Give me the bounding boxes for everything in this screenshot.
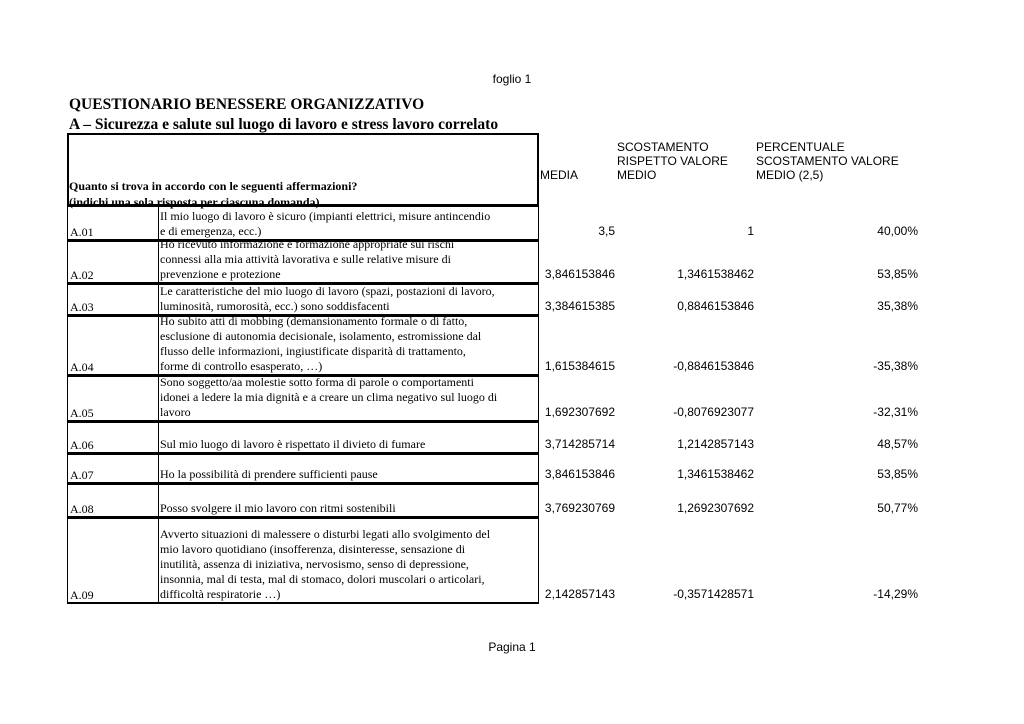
percentuale-value: 50,77% <box>877 501 918 515</box>
table-row <box>67 376 539 422</box>
percentuale-value: 40,00% <box>877 224 918 238</box>
statement-line: Le caratteristiche del mio luogo di lavoro (spazi, postazioni di lavoro, <box>160 284 495 298</box>
percentuale-value: 53,85% <box>877 467 918 481</box>
statement-line: Ho la possibilità di prendere sufficienti pause <box>160 467 378 481</box>
column-header-line: RISPETTO VALORE <box>617 154 728 168</box>
statement-line: prevenzione e protezione <box>160 267 281 281</box>
media-value: 3,769230769 <box>544 501 615 515</box>
row-separator <box>158 485 159 516</box>
row-code: A.08 <box>70 502 94 516</box>
page-footer: Pagina 1 <box>488 640 536 654</box>
percentuale-value: -32,31% <box>873 405 918 419</box>
percentuale-value: 48,57% <box>877 437 918 451</box>
column-header-percentuale <box>756 140 899 182</box>
row-code: A.07 <box>70 468 94 482</box>
table-row <box>67 237 539 284</box>
row-code: A.04 <box>70 360 94 374</box>
page-title: QUESTIONARIO BENESSERE ORGANIZZATIVO <box>69 96 425 113</box>
statement-line: mio lavoro quotidiano (insofferenza, disinteresse, sensazione di <box>160 542 466 556</box>
column-header-line: SCOSTAMENTO VALORE <box>756 154 899 168</box>
row-code: A.05 <box>70 406 94 420</box>
question-instruction: (indichi una sola risposta per ciascuna domanda) <box>69 195 320 209</box>
statement-line: Avverto situazioni di malessere o disturbi legati allo svolgimento del <box>160 527 491 541</box>
media-value: 1,692307692 <box>544 405 615 419</box>
statement-line: insonnia, mal di testa, mal di stomaco, dolori muscolari o articolari, <box>160 572 485 586</box>
row-statement <box>160 437 536 452</box>
column-header-line: MEDIO <box>617 168 657 182</box>
row-statement <box>160 237 536 282</box>
question-text: Quanto si trova in accordo con le seguenti affermazioni? <box>69 179 358 193</box>
percentuale-value: -14,29% <box>873 587 918 601</box>
table-row <box>67 518 539 604</box>
statement-line: Ho ricevuto informazione e formazione appropriate sui rischi <box>160 237 455 251</box>
media-value: 3,384615385 <box>544 299 615 313</box>
table-row <box>67 284 539 316</box>
scostamento-value: 0,8846153846 <box>677 299 754 313</box>
media-value: 3,5 <box>598 224 615 238</box>
percentuale-value: -35,38% <box>873 359 918 373</box>
column-header-line: SCOSTAMENTO <box>617 140 709 154</box>
row-statement <box>160 209 536 239</box>
row-statement <box>160 527 536 602</box>
table-row <box>67 484 539 518</box>
statement-line: esclusione di autonomia decisionale, isolamento, estromissione dal <box>160 329 482 343</box>
table-row <box>67 422 539 454</box>
scostamento-value: 1,2142857143 <box>677 437 754 451</box>
row-code: A.02 <box>70 268 94 282</box>
scostamento-value: -0,3571428571 <box>673 587 754 601</box>
row-statement <box>160 501 536 516</box>
row-code: A.09 <box>70 588 94 602</box>
row-code: A.03 <box>70 300 94 314</box>
scostamento-value: -0,8846153846 <box>673 359 754 373</box>
row-code: A.06 <box>70 438 94 452</box>
row-separator <box>158 285 159 314</box>
statement-line: Sul mio luogo di lavoro è rispettato il divieto di fumare <box>160 437 426 451</box>
statement-line: connessi alla mia attività lavorativa e sulle relative misure di <box>160 252 451 266</box>
scostamento-value: 1,2692307692 <box>677 501 754 515</box>
table-row <box>67 206 539 241</box>
statement-line: forme di controllo esasperato, …) <box>160 359 323 373</box>
column-header-scostamento <box>617 140 728 182</box>
scostamento-value: 1 <box>747 224 754 238</box>
media-value: 3,714285714 <box>544 437 615 451</box>
table-row <box>67 316 539 376</box>
column-header-media: MEDIA <box>540 168 579 182</box>
media-value: 2,142857143 <box>544 587 615 601</box>
row-separator <box>158 242 159 282</box>
statement-line: flusso delle informazioni, ingiustificate disparità di trattamento, <box>160 344 466 358</box>
column-header-line: MEDIO (2,5) <box>756 168 824 182</box>
statement-line: Posso svolgere il mio lavoro con ritmi sostenibili <box>160 501 396 515</box>
statement-line: Il mio luogo di lavoro è sicuro (impianti elettrici, misure antincendio <box>160 209 491 223</box>
statement-line: Ho subito atti di mobbing (demansionamento formale o di fatto, <box>160 314 468 328</box>
row-statement <box>160 375 536 420</box>
scostamento-value: -0,8076923077 <box>673 405 754 419</box>
row-separator <box>158 377 159 420</box>
row-separator <box>158 455 159 482</box>
row-statement <box>160 467 536 482</box>
row-statement <box>160 314 536 374</box>
sheet-name: foglio 1 <box>492 72 532 86</box>
row-separator <box>158 317 159 374</box>
percentuale-value: 35,38% <box>877 299 918 313</box>
statement-line: e di emergenza, ecc.) <box>160 224 262 238</box>
row-separator <box>158 519 159 602</box>
row-separator <box>158 423 159 452</box>
statement-line: inutilità, assenza di iniziativa, nervosismo, senso di depressione, <box>160 557 469 571</box>
column-header-line: PERCENTUALE <box>756 140 845 154</box>
statement-line: idonei a ledere la mia dignità e a creare un clima negativo sul luogo di <box>160 390 498 404</box>
media-value: 3,846153846 <box>544 267 615 281</box>
statement-line: Sono soggetto/aa molestie sotto forma di parole o comportamenti <box>160 375 474 389</box>
table-row <box>67 454 539 484</box>
statement-line: luminosità, rumorosità, ecc.) sono soddisfacenti <box>160 299 390 313</box>
scostamento-value: 1,3461538462 <box>677 267 754 281</box>
percentuale-value: 53,85% <box>877 267 918 281</box>
media-value: 1,615384615 <box>544 359 615 373</box>
scostamento-value: 1,3461538462 <box>677 467 754 481</box>
row-code: A.01 <box>70 225 94 239</box>
statement-line: difficoltà respiratorie …) <box>160 587 281 601</box>
page-subtitle: A – Sicurezza e salute sul luogo di lavoro e stress lavoro correlato <box>69 116 499 133</box>
row-statement <box>160 284 536 314</box>
row-separator <box>158 207 159 239</box>
media-value: 3,846153846 <box>544 467 615 481</box>
statement-line: lavoro <box>160 405 191 419</box>
